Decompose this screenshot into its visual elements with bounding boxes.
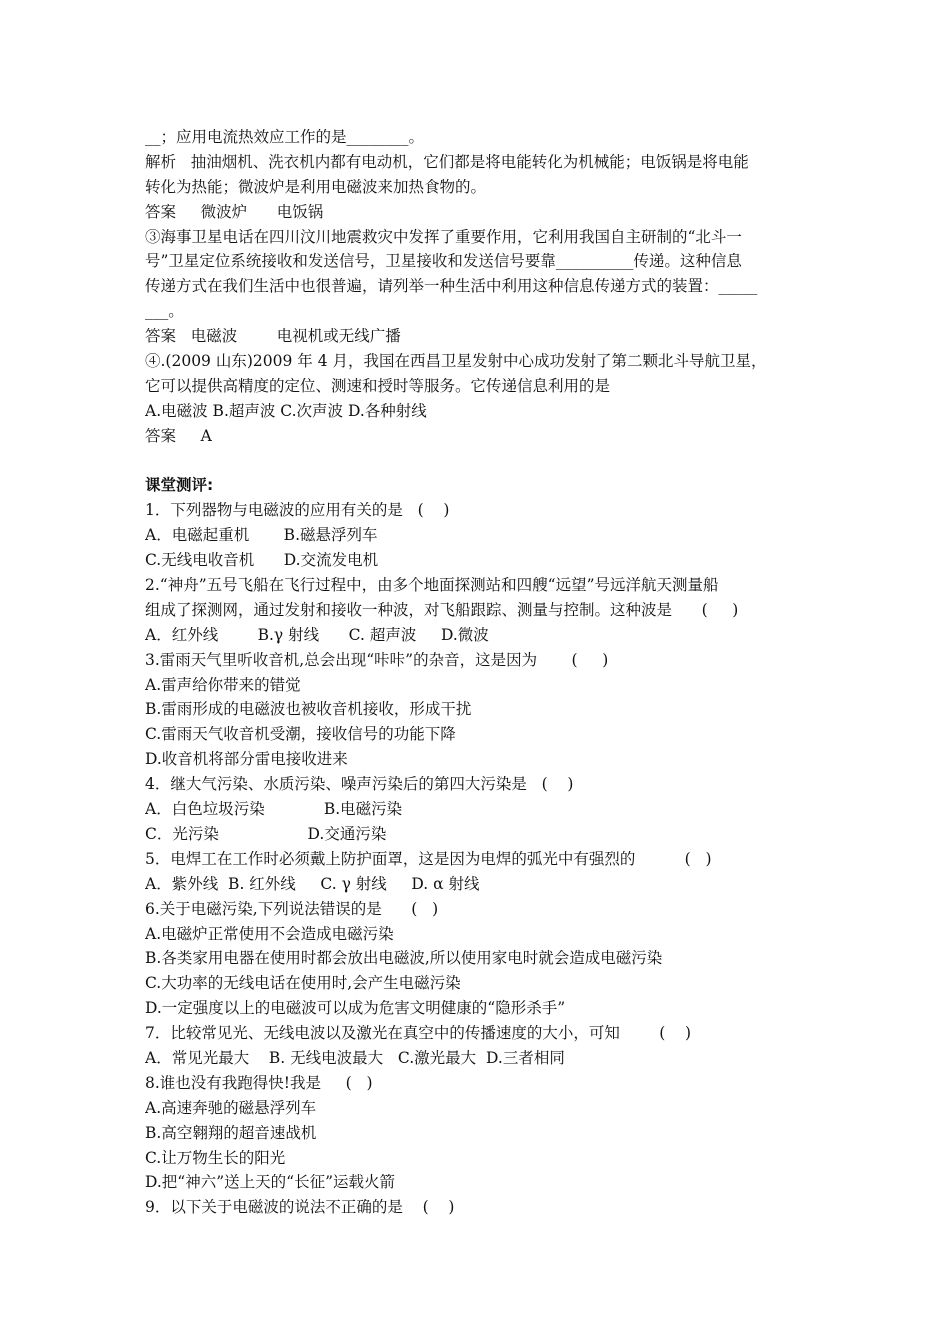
option-line: A．紫外线 B. 红外线 C. γ 射线 D. α 射线: [145, 874, 480, 893]
answer-section: [145, 125, 815, 449]
text-line: 转化为热能；微波炉是利用电磁波来加热食物的。: [145, 177, 487, 196]
options-line: A.电磁波 B.超声波 C.次声波 D.各种射线: [145, 401, 427, 420]
option-line: C.大功率的无线电话在使用时,会产生电磁污染: [145, 974, 461, 993]
text-line: ③海事卫星电话在四川汶川地震救灾中发挥了重要作用，它利用我国自主研制的“北斗一: [145, 227, 742, 246]
option-line: C.无线电收音机 D.交流发电机: [145, 551, 379, 570]
option-line: A.雷声给你带来的错觉: [145, 675, 301, 694]
text-line: ④.(2009 山东)2009 年 4 月，我国在西昌卫星发射中心成功发射了第二颗北斗导航卫星，: [145, 352, 767, 371]
option-line: D.收音机将部分雷电接收进来: [145, 750, 348, 769]
option-line: A．白色垃圾污染 B.电磁污染: [145, 800, 403, 819]
answer-line: 答案 电磁波 电视机或无线广播: [145, 327, 401, 346]
text-line: 解析 抽油烟机、洗衣机内都有电动机，它们都是将电能转化为机械能；电饭锅是将电能: [145, 152, 749, 171]
option-line: A.电磁炉正常使用不会造成电磁污染: [145, 924, 394, 943]
text-line: 传递方式在我们生活中也很普遍，请列举一种生活中利用这种信息传递方式的装置：_____: [145, 277, 758, 296]
question-line: 组成了探测网，通过发射和接收一种波，对飞船跟踪、测量与控制。这种波是 ( ): [145, 600, 739, 619]
section-title: 课堂测评:: [145, 476, 214, 495]
option-line: A.高速奔驰的磁悬浮列车: [145, 1098, 317, 1117]
option-line: A．常见光最大 B. 无线电波最大 C.激光最大 D.三者相同: [145, 1048, 565, 1067]
text-line: 号”卫星定位系统接收和发送信号，卫星接收和发送信号要靠__________传递。这种信息: [145, 252, 742, 271]
question-line: 3.雷雨天气里听收音机,总会出现“咔咔”的杂音，这是因为 ( ): [145, 650, 609, 669]
option-line: C.让万物生长的阳光: [145, 1148, 286, 1167]
answer-line: 答案 微波炉 电饭锅: [145, 202, 324, 221]
question-line: 8.谁也没有我跑得快!我是 ( ): [145, 1073, 373, 1092]
question-line: 4．继大气污染、水质污染、噪声污染后的第四大污染是 ( ): [145, 775, 574, 794]
question-line: 7．比较常见光、无线电波以及激光在真空中的传播速度的大小，可知 ( ): [145, 1024, 692, 1043]
option-line: D.一定强度以上的电磁波可以成为危害文明健康的“隐形杀手”: [145, 999, 566, 1018]
question-line: 6.关于电磁污染,下列说法错误的是 ( ): [145, 899, 439, 918]
option-line: A．电磁起重机 B.磁悬浮列车: [145, 526, 378, 545]
document-page: [145, 125, 815, 1220]
question-line: 2.“神舟”五号飞船在飞行过程中，由多个地面探测站和四艘“远望”号远洋航天测量船: [145, 576, 719, 595]
question-list: [145, 498, 815, 1220]
option-line: C.雷雨天气收音机受潮，接收信号的功能下降: [145, 725, 456, 744]
option-line: A．红外线 B.γ 射线 C. 超声波 D.微波: [145, 625, 489, 644]
option-line: D.把“神六”送上天的“长征”运载火箭: [145, 1173, 395, 1192]
question-line: 1．下列器物与电磁波的应用有关的是 ( ): [145, 501, 450, 520]
text-line: ___。: [145, 302, 184, 321]
question-line: 9．以下关于电磁波的说法不正确的是 ( ): [145, 1198, 455, 1217]
text-line: __；应用电流热效应工作的是________。: [145, 128, 425, 146]
blank-gap: [145, 449, 815, 474]
text-line: 它可以提供高精度的定位、测速和授时等服务。它传递信息利用的是: [145, 376, 611, 395]
question-line: 5．电焊工在工作时必须戴上防护面罩，这是因为电焊的弧光中有强烈的 ( ): [145, 849, 712, 868]
option-line: B.高空翱翔的超音速战机: [145, 1123, 317, 1142]
option-line: B.各类家用电器在使用时都会放出电磁波,所以使用家电时就会造成电磁污染: [145, 949, 663, 968]
option-line: C．光污染 D.交通污染: [145, 824, 387, 843]
option-line: B.雷雨形成的电磁波也被收音机接收，形成干扰: [145, 700, 472, 719]
answer-line: 答案 A: [145, 426, 212, 445]
